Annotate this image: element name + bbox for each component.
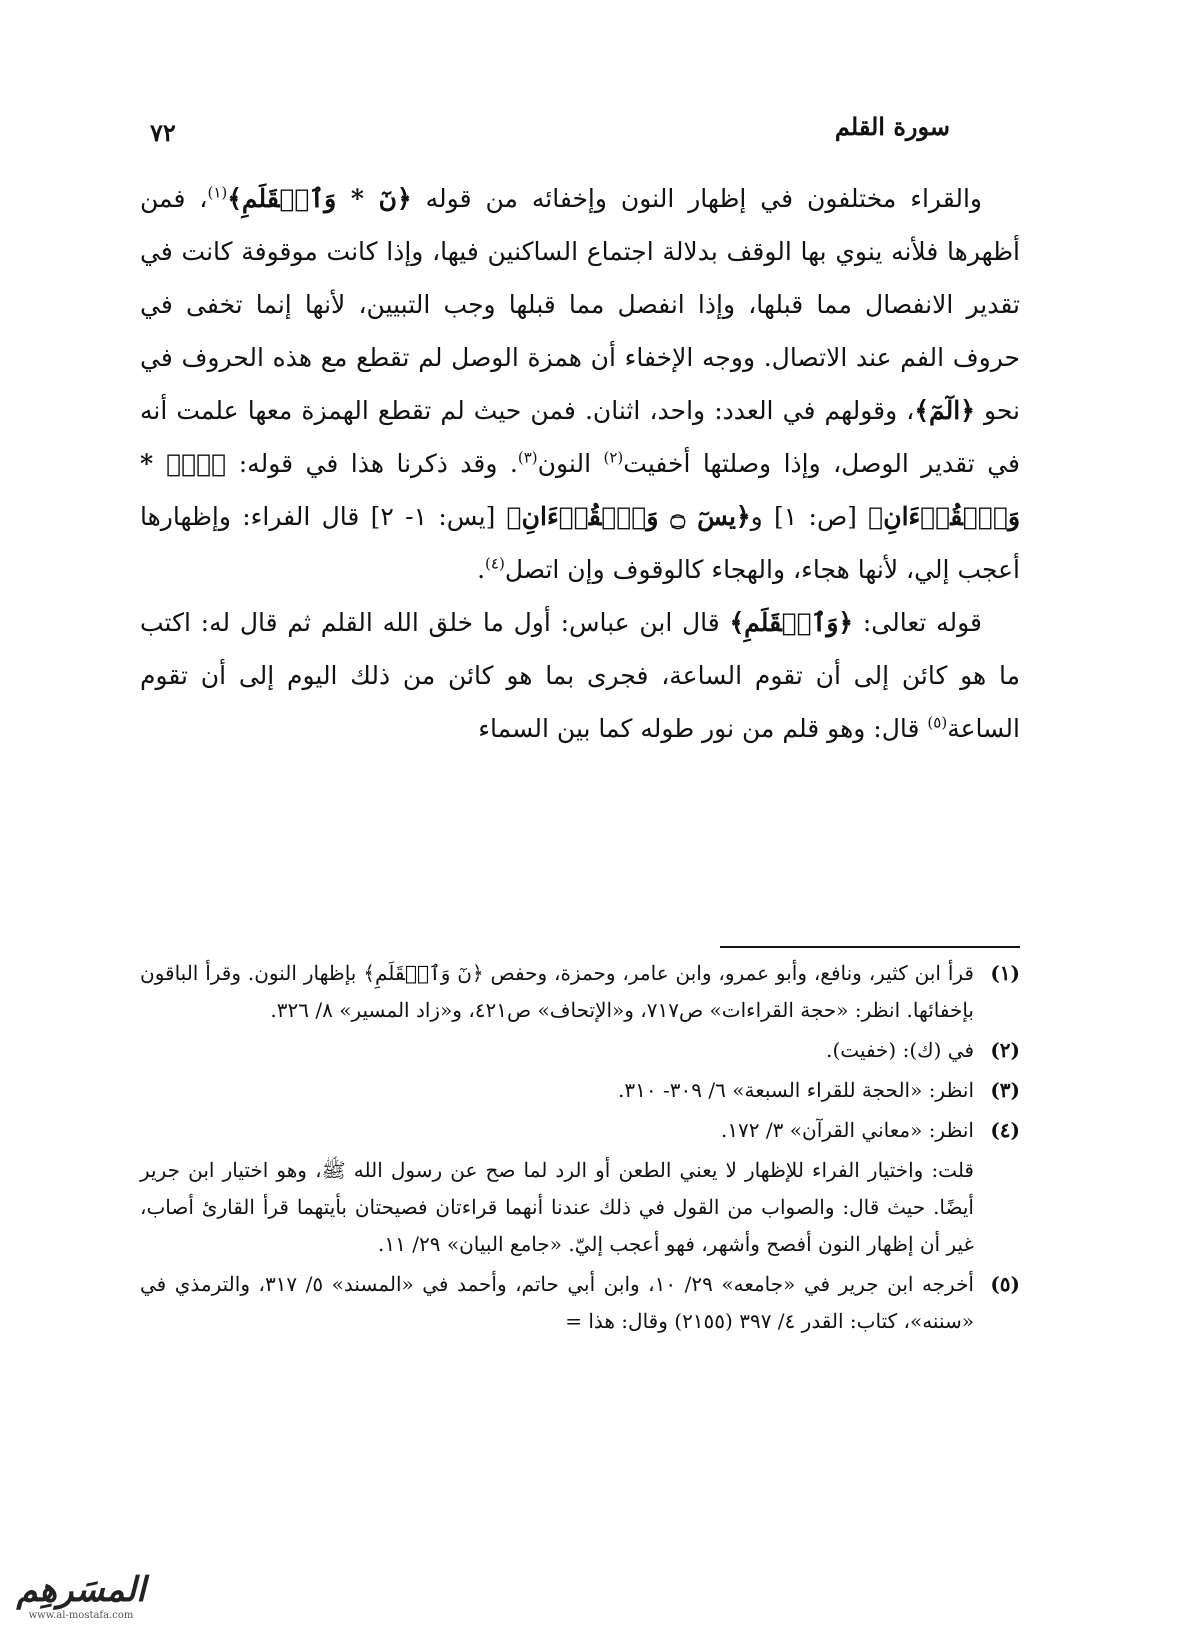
footnote	[140, 1152, 974, 1263]
paragraph	[140, 596, 1020, 755]
footnote-text: قلت: واختيار الفراء للإظهار لا يعني الطعن أو الرد لما صح عن رسول الله ﷺ، وهو اختيار ابن جرير أيضًا. حيث قال: والصواب من القول في ذلك عندنا أنهما قراءتان فصيحتان بأيتهما قرأ القارئ أصاب، غير أن إظهار النون أفصح وأشهر، فهو أعجب إليّ. «جامع البيان» ٢٩/ ١١.	[140, 1158, 974, 1256]
text-run: [ص: ١] و	[750, 502, 869, 531]
footnote-text: في (ك): (خفيت).	[826, 1038, 974, 1062]
text-run: ، وقولهم في العدد: واحد، اثنان. فمن حيث لم تقطع الهمزة معها علمت أنه في تقدير الوصل، وإذا وصلتها أخفيت	[140, 396, 1020, 478]
footnotes	[140, 955, 1020, 1343]
footnote	[140, 1072, 1020, 1109]
footnote-number: (٤)	[990, 1118, 1020, 1142]
footnote-text: انظر: «معاني القرآن» ٣/ ١٧٢.	[720, 1118, 974, 1142]
footnote-ref[interactable]: (٥)	[927, 713, 948, 732]
footnote-divider	[720, 946, 1020, 948]
footnote-text: أخرجه ابن جرير في «جامعه» ٢٩/ ١٠، وابن أبي حاتم، وأحمد في «المسند» ٥/ ٣١٧، والترمذي في «سننه»، كتاب: القدر ٤/ ٣٩٧ (٢١٥٥) وقال: هذا =	[140, 1272, 974, 1333]
footnote	[140, 1266, 1020, 1340]
footnote-ref[interactable]: (٢)	[603, 448, 624, 467]
paragraph	[140, 172, 1020, 596]
footnote-text: انظر: «الحجة للقراء السبعة» ٦/ ٣٠٩- ٣١٠.	[618, 1078, 974, 1102]
text-run: النون	[537, 449, 604, 478]
text-run: [يس: ١- ٢] قال الفراء: وإظهارها أعجب إلي، لأنها هجاء، والهجاء كالوقوف وإن اتصل	[140, 502, 1020, 584]
footnote-ref[interactable]: (٤)	[485, 554, 505, 573]
book-page	[140, 0, 1020, 1650]
text-run: ، فمن أظهرها فلأنه ينوي بها الوقف بدلالة اجتماع الساكنين فيها، وإذا كانت موقوفة كانت في تقدير الانفصال مما قبلها، وإذا انفصل مما قبلها وجب التبيين، لأنها إنما تخفى في حروف الفم عند الاتصال. ووجه الإخفاء أن همزة الوصل لم تقطع مع هذه الحروف في نحو	[140, 184, 1020, 425]
footnote-ref[interactable]: (١)	[207, 183, 228, 202]
footnote-number: (٣)	[990, 1078, 1020, 1102]
quran-quote: ﴿وَٱلۡقَلَمِ﴾	[729, 608, 854, 637]
text-run: .	[477, 555, 486, 584]
footnote-number: (٢)	[990, 1038, 1020, 1062]
footnote-number: (٥)	[990, 1272, 1020, 1296]
text-run: قال: وهو قلم من نور طوله كما بين السماء	[478, 714, 928, 743]
logo-mark: المسَرهِم	[16, 1570, 146, 1610]
page-header	[140, 112, 1020, 152]
logo-subtext: www.al-mostafa.com	[28, 1610, 134, 1621]
footnote-text: قرأ ابن كثير، ونافع، وأبو عمرو، وابن عامر، وحمزة، وحفص ﴿نٓ وَٱلۡقَلَمِ﴾ بإظهار النون. وقرأ الباقون بإخفائها. انظر: «حجة القراءات» ص٧١٧، و«الإتحاف» ص٤٢١، و«زاد المسير» ٨/ ٣٢٦.	[140, 961, 974, 1022]
footnote	[140, 955, 1020, 1029]
footnote	[140, 1112, 1020, 1149]
footnote	[140, 1032, 1020, 1069]
quran-quote: ﴿يسٓ ۝ وَٱلۡقُرۡءَانِ﴾	[506, 502, 751, 531]
main-text	[140, 172, 1020, 755]
surah-title: سورة القلم	[834, 112, 950, 141]
footnote-ref[interactable]: (٣)	[517, 448, 538, 467]
text-run: قال ابن عباس: أول ما خلق الله القلم ثم قال له: اكتب ما هو كائن إلى أن تقوم الساعة، فجرى بما هو كائن من ذلك اليوم إلى أن تقوم الساعة	[140, 608, 1020, 743]
quran-quote: ﴿الٓمٓ﴾	[914, 396, 975, 425]
text-run: والقراء مختلفون في إظهار النون وإخفائه من قوله	[411, 184, 982, 213]
footnote-number: (١)	[990, 961, 1020, 985]
publisher-logo	[16, 1570, 146, 1634]
text-run: . وقد ذكرنا هذا في قوله:	[226, 449, 518, 478]
page-number: ٧٢	[150, 118, 176, 147]
text-run: قوله تعالى:	[853, 608, 982, 637]
quran-quote: ﴿صٓۚ * وَٱلۡقُرۡءَانِ﴾	[140, 449, 1021, 531]
quran-quote: ﴿نٓ * وَٱلۡقَلَمِ﴾	[227, 184, 412, 213]
